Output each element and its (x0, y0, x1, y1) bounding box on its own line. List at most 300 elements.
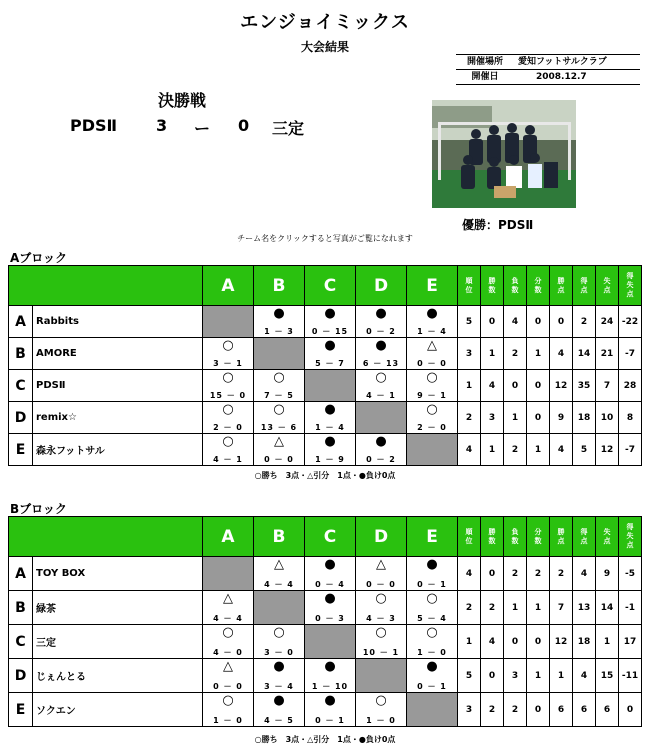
stat-value: 5 (573, 434, 596, 466)
stat-value: 12 (550, 625, 573, 659)
team-name-link[interactable]: 三定 (33, 625, 203, 659)
date-value: 2008.12.7 (536, 72, 587, 82)
stat-value: 6 (573, 693, 596, 727)
stat-value: 4 (550, 338, 573, 370)
stat-header-char: 数 (511, 285, 519, 294)
match-result-cell (203, 402, 254, 434)
team-name-link[interactable]: remix☆ (33, 402, 203, 434)
block-b-legend: ○勝ち 3点・△引分 1点・●負け0点 (254, 735, 396, 744)
stat-header (596, 266, 619, 306)
column-header-a: A (203, 266, 254, 306)
winner-label: 優勝：PDSⅡ (462, 218, 534, 232)
match-result-cell (203, 338, 254, 370)
stat-value: 2 (481, 693, 504, 727)
stat-value: 4 (481, 370, 504, 402)
stat-header-char: 失 (603, 276, 611, 285)
stat-header-char: 失 (626, 532, 634, 540)
stat-value: 0 (527, 370, 550, 402)
match-result-cell (356, 693, 407, 727)
stat-value: 1 (527, 434, 550, 466)
team-name-link[interactable]: じぇんとる (33, 659, 203, 693)
stat-value: 17 (619, 625, 642, 659)
stat-value: 1 (527, 591, 550, 625)
table-row (9, 306, 642, 338)
self-match-cell (254, 338, 305, 370)
stat-header (458, 517, 481, 557)
match-result-cell (203, 370, 254, 402)
table-row (9, 591, 642, 625)
stat-header (573, 266, 596, 306)
self-match-cell (356, 659, 407, 693)
stat-value: -7 (619, 338, 642, 370)
stat-value: 0 (527, 306, 550, 338)
stat-value: -1 (619, 591, 642, 625)
row-letter: D (9, 659, 33, 693)
stat-header-char: 数 (534, 536, 542, 545)
match-result-cell (254, 693, 305, 727)
block-b-table (8, 516, 642, 727)
stat-value: 0 (481, 659, 504, 693)
team-name-link[interactable]: 緑茶 (33, 591, 203, 625)
stat-value: 0 (504, 625, 527, 659)
stat-value: 1 (504, 402, 527, 434)
match-result-cell (203, 591, 254, 625)
match-score: 0 － 2 (366, 455, 396, 464)
row-letter: D (9, 402, 33, 434)
stat-value: 1 (596, 625, 619, 659)
stat-value: 21 (596, 338, 619, 370)
match-score: 3 － 0 (264, 648, 294, 657)
stat-value: 2 (458, 402, 481, 434)
stat-value: 2 (573, 306, 596, 338)
result-mark: ● (273, 659, 285, 674)
match-score: 1 － 4 (417, 327, 447, 336)
stat-header-char: 数 (511, 536, 519, 545)
result-mark: ● (324, 338, 336, 353)
result-mark: △ (376, 557, 386, 572)
match-score: 1 － 0 (213, 716, 243, 725)
team-name-link[interactable]: Rabbits (33, 306, 203, 338)
stat-value: 14 (596, 591, 619, 625)
column-header-a: A (203, 517, 254, 557)
result-mark: ○ (222, 625, 234, 640)
column-header-d: D (356, 517, 407, 557)
match-score: 9 － 1 (417, 391, 447, 400)
stat-value: 0 (527, 402, 550, 434)
self-match-cell (305, 625, 356, 659)
stat-value: 1 (527, 659, 550, 693)
self-match-cell (203, 306, 254, 338)
stat-value: 0 (504, 370, 527, 402)
match-score: 0 － 4 (315, 580, 345, 589)
column-header-c: C (305, 266, 356, 306)
result-mark: ○ (426, 370, 438, 385)
match-result-cell (407, 625, 458, 659)
stat-header (481, 517, 504, 557)
stat-header-char: 分 (534, 527, 542, 536)
result-mark: ● (426, 306, 438, 321)
match-score: 4 － 1 (213, 455, 243, 464)
stat-header (550, 517, 573, 557)
table-row (9, 338, 642, 370)
stat-header-char: 負 (511, 276, 519, 285)
final-dash: ー (194, 119, 211, 138)
match-score: 5 － 7 (315, 359, 345, 368)
venue-label: 開催場所 (466, 57, 503, 67)
self-match-cell (407, 434, 458, 466)
stat-value: 4 (458, 434, 481, 466)
stat-header-char: 点 (603, 536, 611, 545)
result-mark: ● (375, 434, 387, 449)
stat-value: -11 (619, 659, 642, 693)
self-match-cell (356, 402, 407, 434)
result-mark: ○ (222, 402, 234, 417)
block-a-title: Aブロック (10, 251, 68, 265)
stat-header-char: 負 (511, 527, 519, 536)
match-result-cell (203, 659, 254, 693)
result-mark: ● (375, 306, 387, 321)
stat-value: 6 (550, 693, 573, 727)
match-score: 0 － 0 (366, 580, 396, 589)
page-subtitle: 大会結果 (300, 40, 349, 54)
match-result-cell (407, 659, 458, 693)
match-result-cell (305, 659, 356, 693)
stat-header-char: 点 (557, 536, 565, 545)
column-header-b: B (254, 266, 305, 306)
stat-value: 18 (573, 625, 596, 659)
row-letter: A (9, 306, 33, 338)
team-name-link[interactable]: ソクエン (33, 693, 203, 727)
stat-header (481, 266, 504, 306)
result-mark: ○ (273, 625, 285, 640)
stat-value: -5 (619, 557, 642, 591)
stat-value: 35 (573, 370, 596, 402)
match-score: 15 － 0 (209, 391, 247, 400)
stat-value: 0 (619, 693, 642, 727)
stat-value: 4 (573, 659, 596, 693)
result-mark: ○ (375, 693, 387, 708)
match-result-cell (407, 557, 458, 591)
stat-value: 2 (550, 557, 573, 591)
venue-row (456, 54, 640, 70)
click-hint: チーム名をクリックすると写真がご覧になれます (237, 234, 413, 243)
match-result-cell (356, 591, 407, 625)
result-mark: △ (274, 557, 284, 572)
match-score: 1 － 0 (417, 648, 447, 657)
match-result-cell (407, 338, 458, 370)
column-header-c: C (305, 517, 356, 557)
match-score: 0 － 0 (264, 455, 294, 464)
match-score: 0 － 1 (417, 580, 447, 589)
result-mark: ● (324, 659, 336, 674)
stat-header-char: 点 (626, 290, 634, 298)
match-score: 1 － 3 (264, 327, 294, 336)
stat-header (527, 517, 550, 557)
self-match-cell (203, 557, 254, 591)
match-result-cell (407, 306, 458, 338)
result-mark: ● (426, 659, 438, 674)
stat-value: 24 (596, 306, 619, 338)
match-result-cell (305, 557, 356, 591)
result-mark: ● (324, 434, 336, 449)
stat-value: 0 (550, 306, 573, 338)
match-result-cell (254, 434, 305, 466)
stat-value: 1 (550, 659, 573, 693)
stat-value: 1 (481, 434, 504, 466)
match-result-cell (356, 370, 407, 402)
match-result-cell (356, 338, 407, 370)
stat-header-char: 数 (488, 536, 496, 545)
stat-value: 28 (619, 370, 642, 402)
team-photo-image (432, 100, 576, 208)
stat-header-char: 数 (534, 285, 542, 294)
table-row (9, 557, 642, 591)
block-a-legend: ○勝ち 3点・△引分 1点・●負け0点 (254, 471, 396, 480)
match-result-cell (407, 370, 458, 402)
result-mark: ○ (426, 591, 438, 606)
match-score: 2 － 0 (213, 423, 243, 432)
match-score: 4 － 1 (366, 391, 396, 400)
stat-header-char: 得 (626, 272, 634, 280)
stat-value: 2 (458, 591, 481, 625)
match-result-cell (254, 625, 305, 659)
event-info (456, 54, 640, 85)
stat-header-char: 点 (557, 285, 565, 294)
match-score: 1 － 0 (366, 716, 396, 725)
stat-value: 0 (481, 557, 504, 591)
table-header-row (9, 517, 642, 557)
stat-value: 0 (527, 693, 550, 727)
result-mark: ○ (273, 370, 285, 385)
team-name-link[interactable]: PDSⅡ (33, 370, 203, 402)
stat-value: 5 (458, 659, 481, 693)
match-score: 3 － 1 (213, 359, 243, 368)
row-letter: A (9, 557, 33, 591)
column-header-d: D (356, 266, 407, 306)
result-mark: ○ (222, 338, 234, 353)
match-result-cell (254, 402, 305, 434)
stat-header-char: 順 (465, 276, 473, 285)
stat-value: 10 (596, 402, 619, 434)
stat-header (619, 517, 642, 557)
result-mark: ● (324, 591, 336, 606)
column-header-e: E (407, 517, 458, 557)
match-result-cell (203, 434, 254, 466)
stat-value: 13 (573, 591, 596, 625)
stat-value: 15 (596, 659, 619, 693)
stat-value: 9 (550, 402, 573, 434)
team-name-link[interactable]: 森永フットサル (33, 434, 203, 466)
match-score: 2 － 0 (417, 423, 447, 432)
stat-value: 3 (458, 693, 481, 727)
result-mark: ○ (222, 370, 234, 385)
date-row (456, 70, 640, 85)
stat-header-char: 点 (626, 541, 634, 549)
final-match-result (70, 116, 304, 139)
stat-value: 2 (504, 557, 527, 591)
stat-value: 3 (481, 402, 504, 434)
match-result-cell (356, 434, 407, 466)
stat-header-char: 得 (580, 527, 588, 536)
stat-value: 0 (481, 306, 504, 338)
table-row (9, 370, 642, 402)
column-header-e: E (407, 266, 458, 306)
row-letter: E (9, 434, 33, 466)
stat-value: 0 (527, 625, 550, 659)
final-score1: 3 (156, 116, 168, 135)
result-mark: ○ (375, 370, 387, 385)
winner-team-photo (432, 100, 576, 208)
stat-value: 12 (596, 434, 619, 466)
stat-value: 2 (527, 557, 550, 591)
stat-value: 3 (504, 659, 527, 693)
stat-value: 6 (596, 693, 619, 727)
stat-header (527, 266, 550, 306)
match-result-cell (356, 625, 407, 659)
result-mark: ○ (273, 402, 285, 417)
stat-value: 5 (458, 306, 481, 338)
match-score: 0 － 1 (315, 716, 345, 725)
table-row (9, 693, 642, 727)
table-header-row (9, 266, 642, 306)
match-score: 4 － 0 (213, 648, 243, 657)
row-letter: B (9, 338, 33, 370)
match-result-cell (305, 693, 356, 727)
stat-header-char: 勝 (557, 527, 565, 536)
stat-header (504, 517, 527, 557)
match-score: 5 － 4 (417, 614, 447, 623)
stat-header-char: 勝 (557, 276, 565, 285)
result-mark: △ (427, 338, 437, 353)
table-row (9, 625, 642, 659)
result-mark: ● (426, 557, 438, 572)
match-score: 4 － 3 (366, 614, 396, 623)
match-score: 6 － 13 (362, 359, 400, 368)
stat-header-char: 得 (626, 523, 634, 531)
stat-header-char: 数 (488, 285, 496, 294)
match-result-cell (254, 557, 305, 591)
stat-value: 8 (619, 402, 642, 434)
result-mark: △ (223, 591, 233, 606)
row-letter: C (9, 370, 33, 402)
match-score: 0 － 1 (417, 682, 447, 691)
match-result-cell (305, 591, 356, 625)
date-label: 開催日 (471, 72, 499, 82)
stat-value: 2 (504, 338, 527, 370)
stat-value: 1 (504, 591, 527, 625)
stat-header (573, 517, 596, 557)
block-a-table (8, 265, 642, 466)
stat-value: 1 (527, 338, 550, 370)
table-row (9, 434, 642, 466)
result-mark: ○ (222, 693, 234, 708)
final-team2: 三定 (272, 119, 305, 138)
stat-value: 1 (458, 370, 481, 402)
stat-value: 2 (504, 693, 527, 727)
result-mark: ● (324, 402, 336, 417)
stat-header (458, 266, 481, 306)
match-score: 1 － 9 (315, 455, 345, 464)
match-score: 0 － 2 (366, 327, 396, 336)
stat-value: 2 (504, 434, 527, 466)
table-row (9, 402, 642, 434)
stat-value: -22 (619, 306, 642, 338)
result-mark: ● (324, 693, 336, 708)
result-mark: ● (324, 557, 336, 572)
team-name-link[interactable]: AMORE (33, 338, 203, 370)
stat-value: 14 (573, 338, 596, 370)
match-result-cell (305, 402, 356, 434)
stat-value: 7 (550, 591, 573, 625)
match-result-cell (254, 659, 305, 693)
stat-header-char: 分 (534, 276, 542, 285)
stat-value: -7 (619, 434, 642, 466)
match-score: 1 － 4 (315, 423, 345, 432)
final-team1: PDSⅡ (70, 116, 118, 135)
stat-header-char: 点 (580, 536, 588, 545)
final-match-label: 決勝戦 (158, 91, 207, 110)
match-score: 1 － 10 (311, 682, 349, 691)
stat-header-char: 失 (626, 281, 634, 289)
stat-value: 4 (458, 557, 481, 591)
result-mark: ● (324, 306, 336, 321)
match-score: 0 － 3 (315, 614, 345, 623)
stat-header-char: 順 (465, 527, 473, 536)
result-mark: ○ (375, 625, 387, 640)
match-score: 4 － 5 (264, 716, 294, 725)
stat-header-char: 点 (603, 285, 611, 294)
match-score: 0 － 0 (213, 682, 243, 691)
row-letter: C (9, 625, 33, 659)
self-match-cell (407, 693, 458, 727)
stat-value: 3 (458, 338, 481, 370)
stat-header (619, 266, 642, 306)
table-row (9, 659, 642, 693)
match-result-cell (203, 625, 254, 659)
match-score: 0 － 15 (311, 327, 349, 336)
stat-value: 1 (481, 338, 504, 370)
match-result-cell (356, 557, 407, 591)
block-b-title: Bブロック (10, 502, 67, 516)
stat-value: 1 (458, 625, 481, 659)
match-result-cell (407, 402, 458, 434)
stat-header-char: 位 (465, 536, 473, 545)
match-result-cell (254, 306, 305, 338)
match-result-cell (407, 591, 458, 625)
row-letter: B (9, 591, 33, 625)
row-letter: E (9, 693, 33, 727)
match-result-cell (356, 306, 407, 338)
column-header-b: B (254, 517, 305, 557)
result-mark: ● (273, 693, 285, 708)
stat-header-char: 点 (580, 285, 588, 294)
stat-header (504, 266, 527, 306)
stat-header-char: 勝 (488, 276, 496, 285)
team-name-link[interactable]: TOY BOX (33, 557, 203, 591)
stat-header-char: 失 (603, 527, 611, 536)
page-title: エンジョイミックス (240, 12, 410, 33)
stat-value: 4 (573, 557, 596, 591)
match-score: 10 － 1 (362, 648, 400, 657)
header-blank-cell (9, 517, 203, 557)
stat-value: 9 (596, 557, 619, 591)
result-mark: ○ (426, 625, 438, 640)
stat-value: 4 (481, 625, 504, 659)
stat-header-char: 得 (580, 276, 588, 285)
result-mark: ○ (426, 402, 438, 417)
stat-value: 18 (573, 402, 596, 434)
match-score: 4 － 4 (213, 614, 243, 623)
